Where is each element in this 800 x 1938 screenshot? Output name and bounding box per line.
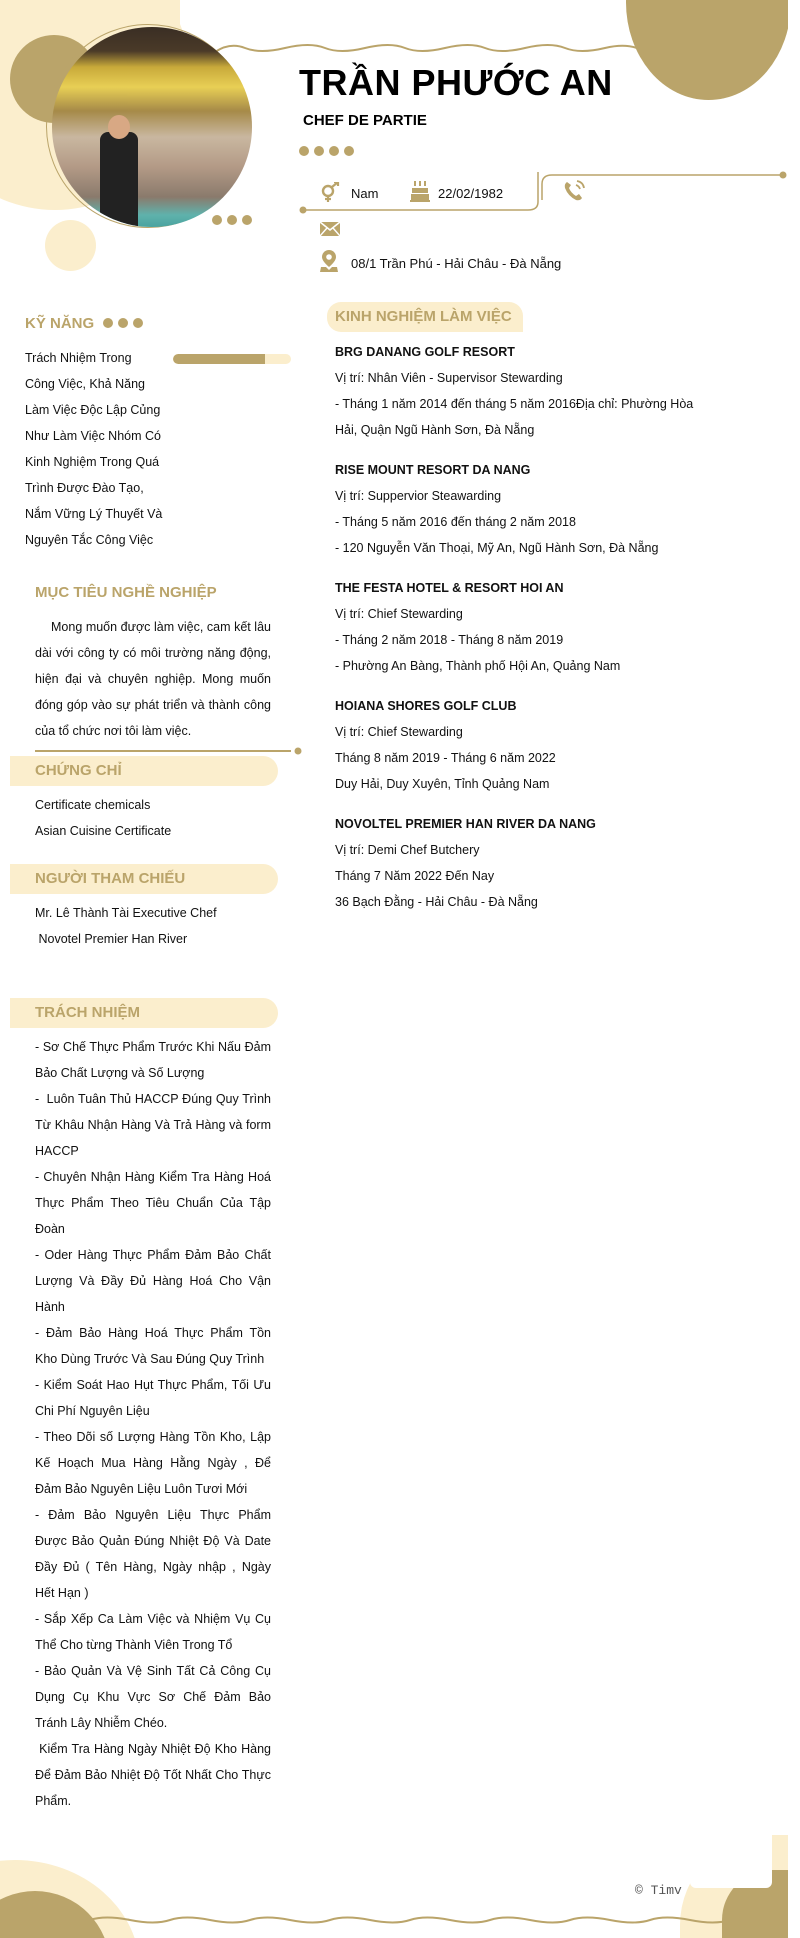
decor-dots-title: [299, 146, 354, 156]
responsibility-item: - Sắp Xếp Ca Làm Việc và Nhiệm Vụ Cụ Thể Cho từng Thành Viên Trong Tổ: [35, 1612, 271, 1652]
experience-item: [335, 811, 755, 915]
job-detail: Vị trí: Demi Chef Butchery: [335, 843, 480, 857]
gender-icon: [320, 182, 340, 202]
responsibilities-title: TRÁCH NHIỆM: [35, 1004, 140, 1021]
responsibility-item: - Luôn Tuân Thủ HACCP Đúng Quy Trình Từ Khâu Nhận Hàng Và Trả Hàng và form HACCP: [35, 1092, 275, 1158]
job-detail: Vị trí: Nhân Viên - Supervisor Stewarding: [335, 371, 563, 385]
job-detail: Tháng 8 năm 2019 - Tháng 6 năm 2022: [335, 751, 556, 765]
birthday-cake-icon: [410, 181, 430, 202]
gender-value: Nam: [351, 186, 379, 201]
company-name: NOVOLTEL PREMIER HAN RIVER DA NANG: [335, 817, 596, 831]
responsibility-item: Kiểm Tra Hàng Ngày Nhiệt Độ Kho Hàng Để Đảm Bảo Nhiệt Độ Tốt Nhất Cho Thực Phẩm.: [35, 1742, 275, 1808]
job-detail: Vị trí: Suppervior Steawarding: [335, 489, 502, 503]
responsibility-item: - Sơ Chế Thực Phẩm Trước Khi Nấu Đảm Bảo Chất Lượng và Số Lượng: [35, 1040, 271, 1080]
skill-line: Nắm Vững Lý Thuyết Và: [25, 507, 163, 521]
envelope-icon: [320, 222, 340, 236]
photo-person-apron: [100, 132, 138, 227]
job-detail: Hải, Quận Ngũ Hành Sơn, Đà Nẵng: [335, 423, 535, 437]
decor-white-notch: [690, 1820, 772, 1888]
certificate-item: Asian Cuisine Certificate: [35, 824, 172, 838]
job-detail: - Tháng 2 năm 2018 - Tháng 8 năm 2019: [335, 633, 564, 647]
objective-title: MỤC TIÊU NGHỀ NGHIỆP: [35, 584, 217, 601]
responsibility-item: - Đảm Bảo Hàng Hoá Thực Phẩm Tồn Kho Dùng Trước Và Sau Đúng Quy Trình: [35, 1326, 271, 1366]
certificate-item: Certificate chemicals: [35, 798, 151, 812]
responsibility-item: - Bảo Quản Và Vệ Sinh Tất Cả Công Cụ Dụng Cụ Khu Vực Sơ Chế Đảm Bảo Tránh Lây Nhiễm Chéo.: [35, 1664, 271, 1730]
references-title: NGƯỜI THAM CHIẾU: [35, 870, 186, 887]
skill-line: Làm Việc Độc Lập Củng: [25, 403, 161, 417]
responsibility-item: - Đảm Bảo Nguyên Liệu Thực Phẩm Được Bảo Quản Đúng Nhiệt Độ Và Date Đầy Đủ ( Tên Hàng, Ngày nhập , Ngày Hết Hạn ): [35, 1508, 271, 1600]
decor-objective-line: [35, 747, 305, 755]
experience-item: [335, 457, 755, 561]
job-detail: Tháng 7 Năm 2022 Đến Nay: [335, 869, 495, 883]
skill-line: Công Việc, Khả Năng: [25, 377, 145, 391]
responsibility-item: - Chuyên Nhận Hàng Kiểm Tra Hàng Hoá Thực Phẩm Theo Tiêu Chuẩn Của Tập Đoàn: [35, 1170, 271, 1236]
reference-line: Novotel Premier Han River: [35, 932, 188, 946]
job-detail: - 120 Nguyễn Văn Thoại, Mỹ An, Ngũ Hành Sơn, Đà Nẵng: [335, 541, 659, 555]
decor-gold-circle-top-right: [626, 0, 788, 100]
person-name: TRẦN PHƯỚC AN: [299, 62, 613, 103]
skill-line: Trình Được Đào Tạo,: [25, 481, 144, 495]
reference-line: Mr. Lê Thành Tài Executive Chef: [35, 906, 217, 920]
decor-dots-photo: [212, 215, 252, 225]
job-detail: Duy Hải, Duy Xuyên, Tỉnh Quảng Nam: [335, 777, 550, 791]
skills-title: KỸ NĂNG: [25, 315, 95, 332]
phone-icon[interactable]: [563, 180, 585, 202]
decor-dots-skills: [103, 318, 143, 328]
birthday-value: 22/02/1982: [438, 186, 504, 201]
responsibility-item: - Oder Hàng Thực Phẩm Đảm Bảo Chất Lượng Và Đầy Đủ Hàng Hoá Cho Vận Hành: [35, 1248, 271, 1314]
decor-wave-bottom: [60, 1905, 750, 1935]
experience-item: [335, 339, 755, 443]
skill-line: Kinh Nghiệm Trong Quá: [25, 455, 160, 469]
skill-level-bar: [173, 354, 291, 364]
copyright-text: © Timv: [635, 1883, 682, 1898]
map-pin-icon: [320, 250, 338, 272]
decor-cream-circle-small: [45, 220, 96, 271]
job-detail: - Phường An Bàng, Thành phố Hội An, Quảng Nam: [335, 659, 621, 673]
responsibility-item: - Kiểm Soát Hao Hụt Thực Phẩm, Tối Ưu Chi Phí Nguyên Liệu: [35, 1378, 271, 1418]
skills-list: [25, 345, 162, 553]
responsibility-item: - Theo Dõi số Lượng Hàng Tồn Kho, Lập Kế Hoạch Mua Hàng Hằng Ngày , Để Đảm Bảo Nguyên Liệu Luôn Tươi Mới: [35, 1430, 271, 1496]
address-value: 08/1 Trần Phú - Hải Châu - Đà Nẵng: [351, 256, 562, 271]
job-detail: - Tháng 1 năm 2014 đến tháng 5 năm 2016Địa chỉ: Phường Hòa: [335, 397, 694, 411]
experience-item: [335, 693, 755, 797]
job-title: CHEF DE PARTIE: [303, 112, 427, 129]
experience-item: [335, 575, 755, 679]
company-name: RISE MOUNT RESORT DA NANG: [335, 463, 531, 477]
job-detail: Vị trí: Chief Stewarding: [335, 725, 463, 739]
job-detail: - Tháng 5 năm 2016 đến tháng 2 năm 2018: [335, 515, 576, 529]
skill-line: Như Làm Việc Nhóm Có: [25, 429, 161, 443]
objective-text: Mong muốn được làm việc, cam kết lâu dài với công ty có môi trường năng động, hiện đại và chuyên nghiệp. Mong muốn đóng góp vào sự phát triển và thành công của tổ chức nơi tôi làm việc.: [35, 620, 271, 738]
avatar-photo: [52, 27, 252, 227]
company-name: THE FESTA HOTEL & RESORT HOI AN: [335, 581, 564, 595]
job-detail: Vị trí: Chief Stewarding: [335, 607, 463, 621]
skill-line: Nguyên Tắc Công Việc: [25, 533, 154, 547]
certificates-title: CHỨNG CHỈ: [35, 762, 122, 779]
skill-level-fill: [173, 354, 265, 364]
job-detail: 36 Bạch Đằng - Hải Châu - Đà Nẵng: [335, 895, 538, 909]
skill-line: Trách Nhiệm Trong: [25, 351, 132, 365]
experience-title: KINH NGHIỆM LÀM VIỆC: [335, 308, 512, 325]
responsibilities-list: [35, 1034, 275, 1814]
company-name: HOIANA SHORES GOLF CLUB: [335, 699, 517, 713]
company-name: BRG DANANG GOLF RESORT: [335, 345, 515, 359]
photo-person-head: [108, 115, 130, 139]
